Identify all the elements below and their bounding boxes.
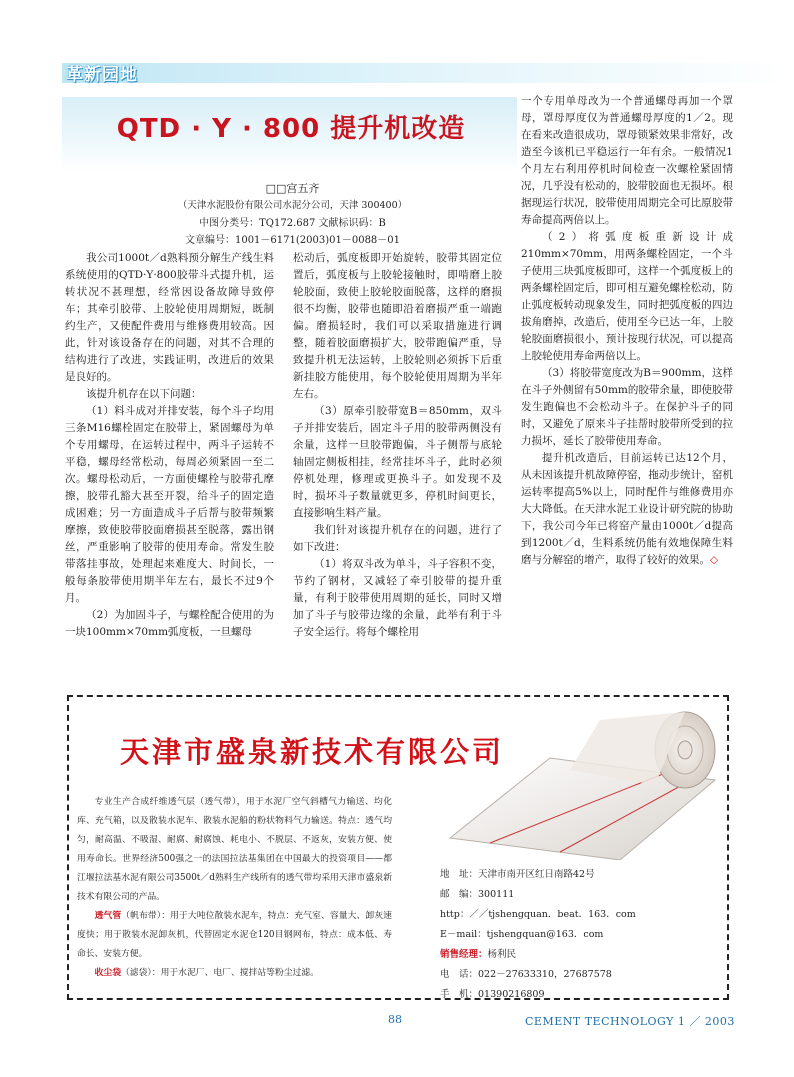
address: 天津市南开区红日南路42号 xyxy=(478,869,595,880)
ad-product-2 xyxy=(77,964,392,983)
product-text: （帆布带）：用于大吨位散装水泥车，特点：充气室、容量大、卸灰速度快；用于散装水泥卸灰机，代替固定水泥仓120目钢网布，特点：成本低、寿命长、安装方便。 xyxy=(77,911,392,959)
paragraph: 我们针对该提升机存在的问题，进行了如下改进： xyxy=(293,524,502,553)
ad-intro: 专业生产合成纤维透气层（透气带），用于水泥厂空气斜槽气力输送、均化库、充气箱，以及散装水泥车、散装水泥船的粉状物料气力输送。特点：透气均匀，耐高温、不吸湿、耐腐、耐腐蚀、耗电小、不脱层、不返灰，安装方便、使用寿命长。世界经济500强之一的法国拉法基集团在中国最大的投资项目——都江堰拉法基水泥有限公司3500t／d熟料生产线所有的透气带均采用天津市盛泉新技术有限公司的产品。 xyxy=(77,797,392,902)
ad-company-name: 天津市盛泉新技术有限公司 xyxy=(120,735,505,769)
product-text: （滤袋）：用于水泥厂、电厂、搅拌站等粉尘过滤。 xyxy=(121,968,319,978)
text-column-2 xyxy=(293,250,502,641)
manager-line xyxy=(440,945,725,965)
classification-line: 中图分类号：TQ172.687 文献标识码：B xyxy=(199,218,386,229)
mobile: 01390216809 xyxy=(478,989,545,1000)
manager-label: 销售经理： xyxy=(440,949,488,960)
ad-product-1 xyxy=(77,907,392,964)
paragraph: 我公司1000t／d熟料预分解生产线生料系统使用的QTD·Y·800胶带斗式提升机，运转状况不甚理想，经常因设备故障导致停车；其牵引胶带、上胶轮使用周期短，既制约生产，又使配件费用与维修费用较高。因此，针对该设备存在的问题，对其不合理的结构进行了改进，实践证明，改进后的效果是良好的。 xyxy=(65,252,274,383)
mobile-label: 手 机： xyxy=(440,989,479,1000)
phone-label: 电 话： xyxy=(440,969,479,980)
paragraph: （3）将胶带宽度改为B＝900mm，这样在斗子外侧留有50mm的胶带余量，即使胶带发生跑偏也不会松动斗子。在保护斗子的同时，又避免了原来斗子挂帮时胶带所受到的拉力损坏，延长了胶带使用寿命。 xyxy=(521,367,733,447)
postcode-line xyxy=(440,885,725,905)
product-name: 透气管 xyxy=(94,911,122,921)
postcode: 300111 xyxy=(478,889,515,900)
page-number: 88 xyxy=(388,1013,402,1026)
paragraph xyxy=(521,450,733,569)
paragraph: （2）为加固斗子，与螺栓配合使用的为一块100mm×70mm弧度板，一旦螺母 xyxy=(65,609,274,638)
conveyor-belt-roll-image xyxy=(430,710,720,860)
address-line xyxy=(440,865,725,885)
product-name: 收尘袋 xyxy=(94,968,121,978)
article-title: QTD · Y · 800 提升机改造 xyxy=(116,114,466,144)
end-mark-icon: ◇ xyxy=(710,554,719,566)
address-label: 地 址： xyxy=(440,869,479,880)
phone: 022－27633310，27687578 xyxy=(478,969,612,980)
article-number-line: 文章编号：1001－6171(2003)01－0088－01 xyxy=(184,235,401,246)
journal-footer: CEMENT TECHNOLOGY 1 ／ 2003 xyxy=(525,1015,735,1028)
header-band xyxy=(62,63,787,83)
mobile-line xyxy=(440,985,725,1005)
paragraph: （1）将双斗改为单斗，斗子容积不变，节约了钢材，又减轻了牵引胶带的提升重量，有利于胶带使用周期的延长，同时又增加了斗子与胶带边缘的余量，此举有利于斗子安全运行。将每个螺栓用 xyxy=(293,558,502,638)
paragraph: 该提升机存在以下问题： xyxy=(86,388,202,400)
paragraph: 松动后，弧度板即开始旋转，胶带其固定位置后，弧度板与上胶轮接触时，即啃磨上胶轮胶面，致使上胶轮胶面脱落，这样的磨损很不均衡，胶带也随即沿着磨损严重一端跑偏。磨损轻时，我们可以采取措施进行调整，随着胶面磨损扩大，胶带跑偏严重，导致提升机无法运转，上胶轮则必须拆下后重新挂胶方能使用，每个胶轮使用周期为半年左右。 xyxy=(293,252,502,400)
paragraph: （3）原牵引胶带宽B＝850mm，双斗子并排安装后，固定斗子用的胶带两侧没有余量，这样一旦胶带跑偏，斗子侧帮与底轮轴固定侧板相挂，经常挂坏斗子，此时必须停机处理，修理或更换斗子。如发现不及时，损坏斗子数量就更多，停机时间更长，直接影响生料产量。 xyxy=(293,405,502,519)
ad-description xyxy=(77,793,392,983)
manager: 杨利民 xyxy=(487,949,517,960)
phone-line xyxy=(440,965,725,985)
author: □□宫五齐 xyxy=(265,182,320,195)
text-column-3 xyxy=(521,93,733,569)
text-column-1 xyxy=(65,250,274,641)
website-link[interactable]: http：／／tjshengquan．beat．163．com xyxy=(440,909,636,920)
paragraph: （1）料斗成对并排安装，每个斗子均用三条M16螺栓固定在胶带上，紧固螺母为单个专用螺母，在运转过程中，两斗子运转不平稳，螺母经常松动，每周必须紧固一至二次。螺母松动后，一方面使螺栓与胶带孔摩擦，胶带孔豁大甚至开裂，给斗子的固定造成困难；另一方面造成斗子后帮与胶带频繁摩擦，致使胶带胶面磨损甚至脱落，露出钢丝，严重影响了胶带的使用寿命。常发生胶带落挂事故，处理起来难度大、时间长，一般每条胶带使用期半年左右，最长不过9个月。 xyxy=(65,405,274,604)
email-link[interactable]: E－mail：tjshengquan@163．com xyxy=(440,929,604,940)
paragraph-text: 提升机改造后，目前运转已达12个月，从未因该提升机故障停窑，拖动步统计，窑机运转率提高5%以上，同时配件与维修费用亦大大降低。在天津水泥工业设计研究院的协助下，我公司今年已将窑产量由1000t／d提高到1200t／d，生料系统仍能有效地保障生料磨与分解窑的增产，取得了较好的效果。 xyxy=(521,452,733,566)
postcode-label: 邮 编： xyxy=(440,889,479,900)
column-name: 革新园地 xyxy=(66,65,138,85)
paragraph: 一个专用单母改为一个普通螺母再加一个罩母，罩母厚度仅为普通螺母厚度的1／2。现在看来改造很成功，罩母锁紧效果非常好，改造至今该机已平稳运行一年有余。一般情况1个月左右利用停机时间检查一次螺栓紧固情况，几乎没有松动的，胶带胶面也无损坏。根据现运行状况，胶带使用周期完全可比原胶带寿命提高两倍以上。 xyxy=(521,95,733,226)
ad-contact-info xyxy=(440,865,725,1005)
affiliation: （天津水泥股份有限公司水泥分公司，天津 300400） xyxy=(177,200,408,211)
paragraph: （2）将弧度板重新设计成210mm×70mm，用两条螺栓固定，一个斗子使用三块弧度板即可，这样一个弧度板上的两条螺栓固定后，即可相互避免螺栓松动，防止弧度板转动现象发生，同时把弧度板的四边拔角磨掉，改造后，使用至今已达一年，上胶轮胶面磨损很小，预计按现行状况，可以提高上胶轮使用寿命两倍以上。 xyxy=(521,231,733,362)
